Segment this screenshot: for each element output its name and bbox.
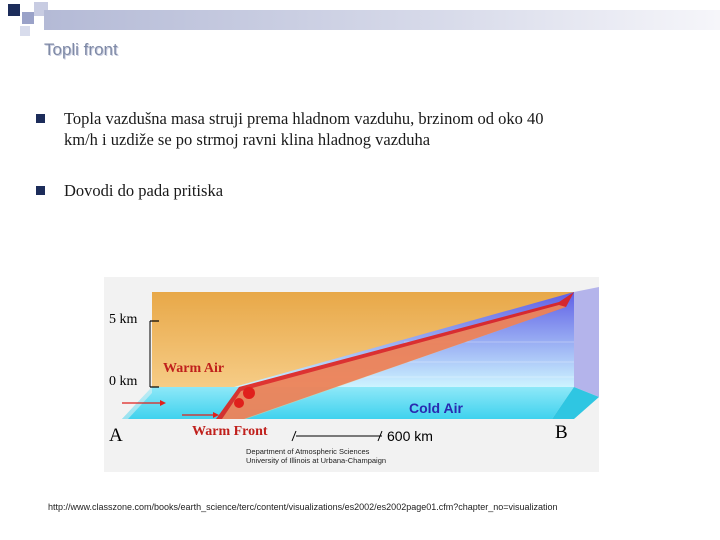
credit-line-2: University of Illinois at Urbana-Champaign (246, 456, 387, 465)
square-bullet-icon (36, 114, 45, 123)
front-symbol-2 (234, 398, 244, 408)
bullet-text-2: Dovodi do pada pritiska (64, 181, 224, 200)
slide-title: Topli front (44, 40, 118, 59)
label-point-a: A (109, 425, 123, 446)
square-bullet-icon (36, 186, 45, 195)
credit-line-1: Department of Atmospheric Sciences (246, 447, 370, 456)
source-url: http://www.classzone.com/books/earth_science/terc/content/visualizations/es2002/es2002page01.cfm?chapter_no=visualization (48, 502, 558, 512)
label-warm-front: Warm Front (192, 424, 268, 439)
label-warm-air: Warm Air (163, 361, 225, 376)
corner-decoration (0, 0, 720, 40)
bullet-text-1 (64, 108, 544, 150)
label-cold-air: Cold Air (409, 400, 463, 416)
ground-floor (122, 387, 574, 419)
warm-front-diagram (104, 277, 599, 472)
bullet-1-line-2: km/h i uzdiže se po strmoj ravni klina hladnog vazduha (64, 130, 431, 149)
label-0km: 0 km (109, 374, 138, 389)
label-distance: 600 km (387, 428, 433, 444)
front-symbol-1 (243, 387, 255, 399)
label-point-b: B (555, 422, 568, 443)
bullet-1-line-1: Topla vazdušna masa struji prema hladnom vazduhu, brzinom od oko 40 (64, 109, 544, 128)
diagram-credit (246, 447, 386, 465)
label-5km: 5 km (109, 312, 138, 327)
